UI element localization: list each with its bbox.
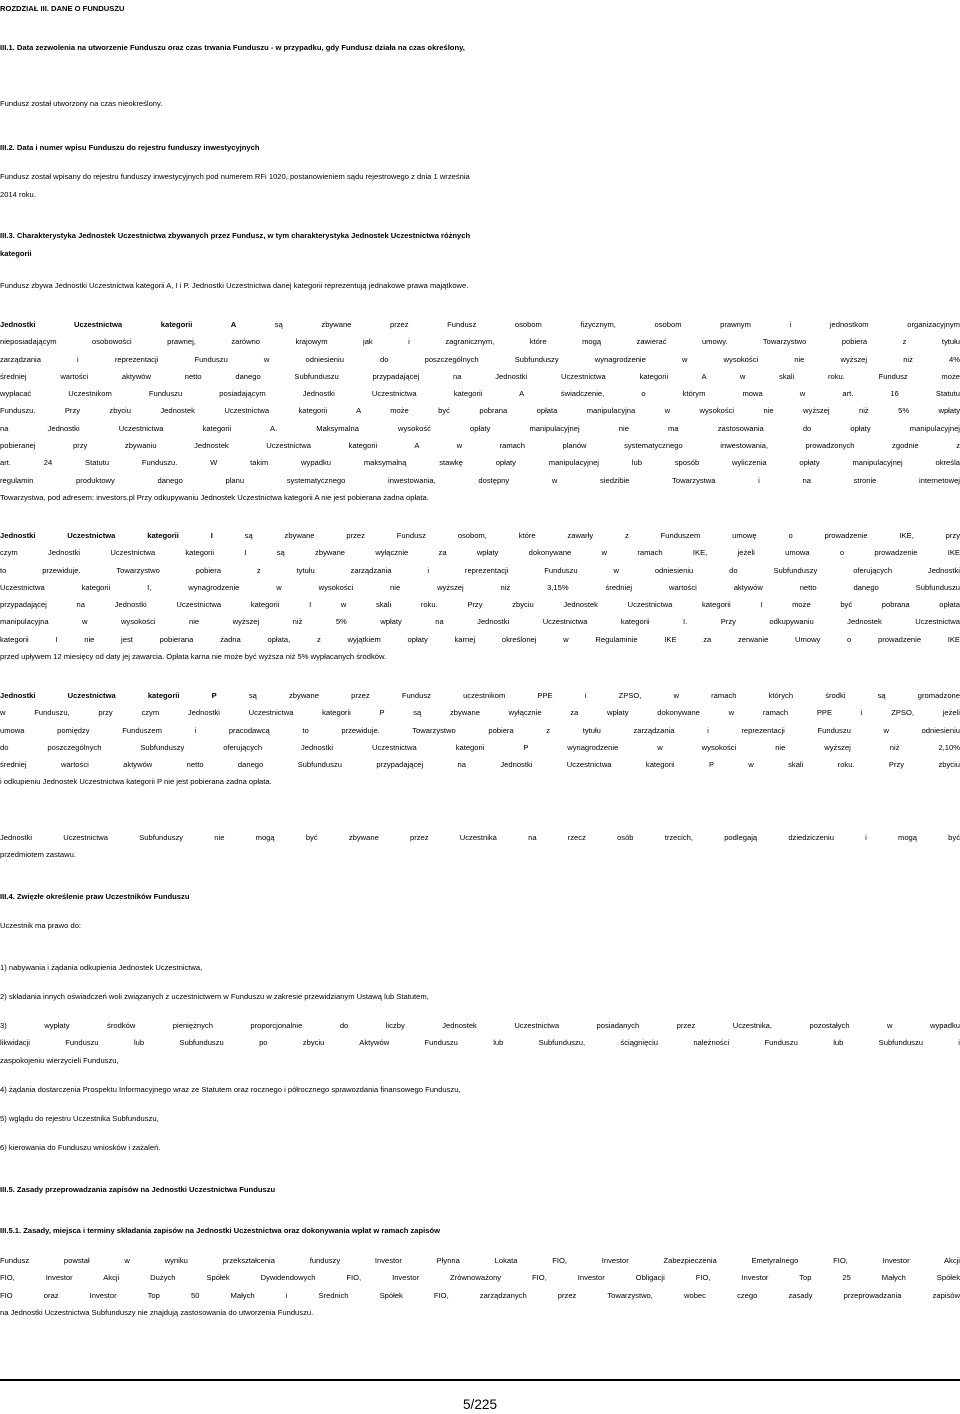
paragraph-line: w Funduszu, przy czym Jednostki Uczestnictwa kategorii P są zbywane wyłącznie za wpłaty dokonywane w ramach PPE i ZPSO, jeżeli <box>0 708 960 718</box>
paragraph-line: są zbywane przez Fundusz uczestnikom PPE i ZPSO, w ramach których środki są gromadzone <box>216 691 960 700</box>
paragraph-line: na Jednostki Uczestnictwa kategorii A. Maksymalna wysokość opłaty manipulacyjnej nie ma zastosowania do opłaty manipulacyjnej <box>0 423 960 433</box>
paragraph-line: przedmiotem zastawu. <box>0 850 76 860</box>
paragraph-line: FIO oraz Investor Top 50 Małych i Średnich Spółek FIO, zarządzanych przez Towarzystwo, wobec czego zasady przeprowadzania zapisów <box>0 1290 960 1300</box>
rights-item-5 <box>0 1110 960 1127</box>
page-number-text: 5/225 <box>462 1397 498 1412</box>
paragraph-line: przypadającej na Jednostki Uczestnictwa kategorii I w skali roku. Przy zbyciu Jednostek Uczestnictwa kategorii I może być pobrana opłata <box>0 600 960 610</box>
paragraph-line: i odkupieniu Jednostek Uczestnictwa kategorii P nie jest pobierana żadna opłata. <box>0 777 272 787</box>
category-i-paragraph <box>0 527 960 665</box>
paragraph-line: 2014 roku. <box>0 190 36 199</box>
paragraph-line: to przewiduje. Towarzystwo pobiera z tytułu zarządzania i reprezentacji Funduszu w odniesieniu do Subfunduszy oferujących Jednostki <box>0 565 960 575</box>
category-a-paragraph <box>0 316 960 506</box>
paragraph-line: kategorii I nie jest pobierana żadna opłata, z wyjątkiem opłaty karnej określonej w Regulaminie IKE za zerwanie Umowy o prowadzenie IKE <box>0 634 960 644</box>
section-3-2-paragraph <box>0 168 960 204</box>
paragraph-line: Fundusz został wpisany do rejestru funduszy inwestycyjnych pod numerem RFi 1020, postanowieniem sądu rejestrowego z dnia 1 września <box>0 172 470 181</box>
section-3-5-1-heading <box>0 1222 960 1239</box>
paragraph-line: manipulacyjna w wysokości nie wyższej niż 5% wpłaty na Jednostki Uczestnictwa kategorii I. Przy odkupywaniu Jednostek Uczestnictwa <box>0 617 960 627</box>
list-item: zaspokojeniu wierzycieli Funduszu, <box>0 1055 119 1065</box>
paragraph-line: średniej wartości aktywów netto danego Subfunduszu przypadającej na Jednostki Uczestnictwa kategorii P w skali roku. Przy zbyciu <box>0 760 960 770</box>
list-item: 2) składania innych oświadczeń woli związanych z uczestnictwem w Funduszu w zakresie przewidzianym Ustawą lub Statutem, <box>0 992 429 1001</box>
rights-item-3 <box>0 1017 960 1069</box>
category-a-label: Jednostki Uczestnictwa kategorii A <box>0 320 237 329</box>
section-3-2-heading <box>0 139 960 156</box>
paragraph-line: na Jednostki Uczestnictwa Subfunduszy nie znajdują zastosowania do utworzenia Funduszu. <box>0 1307 314 1317</box>
paragraph-line: Uczestnictwa kategorii I, wynagrodzenie w wysokości nie wyższej niż 3,15% średniej wartości aktywów netto danego Subfunduszu <box>0 582 960 592</box>
category-p-paragraph <box>0 687 960 790</box>
paragraph-line: Fundusz został utworzony na czas nieokreślony. <box>0 99 163 108</box>
list-item: 4) żądania dostarczenia Prospektu Informacyjnego wraz ze Statutem oraz rocznego i półrocznego sprawozdania finansowego Funduszu, <box>0 1085 461 1094</box>
paragraph-line: średniej wartości aktywów netto danego Subfunduszu przypadającej na Jednostki Uczestnictwa kategorii A w skali roku. Fundusz może <box>0 371 960 381</box>
heading-text: III.1. Data zezwolenia na utworzenie Funduszu oraz czas trwania Funduszu - w przypadku, gdy Fundusz działa na czas określony, <box>0 43 465 52</box>
section-3-1-heading <box>0 39 960 56</box>
list-item: likwidacji Funduszu lub Subfunduszu po zbyciu Aktywów Funduszu lub Subfunduszu, ściągnięciu należności Funduszu lub Subfunduszu i <box>0 1038 960 1048</box>
heading-text: III.5. Zasady przeprowadzania zapisów na Jednostki Uczestnictwa Funduszu <box>0 1185 276 1194</box>
heading-text: III.5.1. Zasady, miejsca i terminy składania zapisów na Jednostki Uczestnictwa oraz dokonywania wpłat w ramach zapisów <box>0 1226 441 1235</box>
paragraph-line: czym Jednostki Uczestnictwa kategorii I są zbywane wyłącznie za wpłaty dokonywane w ramach IKE, jeżeli umowa o prowadzenie IKE <box>0 548 960 558</box>
paragraph-line: Fundusz zbywa Jednostki Uczestnictwa kategorii A, I i P. Jednostki Uczestnictwa danej kategorii reprezentują jednakowe prawa majątkowe. <box>0 281 469 290</box>
paragraph-line: Funduszu. Przy zbyciu Jednostek Uczestnictwa kategorii A może być pobrana opłata manipulacyjna w wysokości nie wyższej niż 5% wpłaty <box>0 406 960 416</box>
section-3-3-heading <box>0 227 960 262</box>
heading-text: kategorii <box>0 248 32 258</box>
paragraph-line: Fundusz powstał w wyniku przekształcenia funduszy Investor Płynna Lokata FIO, Investor Zabezpieczenia Emetyralnego FIO, Investor Akcji <box>0 1256 960 1265</box>
section-3-1-text <box>0 95 960 112</box>
footer-divider <box>0 1379 960 1381</box>
heading-text: III.4. Zwięzłe określenie praw Uczestników Funduszu <box>0 892 190 901</box>
category-p-label: Jednostki Uczestnictwa kategorii P <box>0 691 217 700</box>
paragraph-line: pobieranej przy zbywaniu Jednostek Uczestnictwa kategorii A w ramach planów systematycznego inwestowania, prowadzonych zgodnie z <box>0 441 960 451</box>
chapter-title <box>0 0 960 17</box>
paragraph-line: art. 24 Statutu Funduszu. W takim wypadku maksymalną stawkę opłaty manipulacyjnej lub sposób wyliczenia opłaty manipulacyjnej określa <box>0 458 960 468</box>
paragraph-line: wypłacać Uczestnikom Funduszu posiadającym Jednostki Uczestnictwa kategorii A świadczenie, o którym mowa w art. 16 Statutu <box>0 389 960 399</box>
paragraph-line: nieposiadającym osobowości prawnej, zarówno krajowym jak i zagranicznym, które mogą zawierać umowy. Towarzystwo pobiera z tytułu <box>0 337 960 347</box>
paragraph-line: Jednostki Uczestnictwa Subfunduszy nie mogą być zbywane przez Uczestnika na rzecz osób trzecich, podlegają dziedziczeniu i mogą być <box>0 833 960 842</box>
page-number <box>0 1396 960 1413</box>
heading-text: III.2. Data i numer wpisu Funduszu do rejestru funduszy inwestycyjnych <box>0 143 260 152</box>
paragraph-line: są zbywane przez Fundusz osobom, które zawarły z Funduszem umowę o prowadzenie IKE, przy <box>212 531 960 540</box>
list-item: 1) nabywania i żądania odkupienia Jednostek Uczestnictwa, <box>0 963 203 972</box>
paragraph-line: FIO, Investor Akcji Dużych Spółek Dywidendowych FIO, Investor Zrównoważony FIO, Investor Obligacji FIO, Investor Top 25 Małych Spółek <box>0 1273 960 1283</box>
section-3-5-1-paragraph <box>0 1252 960 1321</box>
paragraph-line: Towarzystwa, pod adresem: investors.pl Przy odkupywaniu Jednostek Uczestnictwa kategorii A nie jest pobierana żadna opłata. <box>0 492 429 502</box>
rights-item-4 <box>0 1081 960 1098</box>
paragraph-line: są zbywane przez Fundusz osobom fizycznym, osobom prawnym i jednostkom organizacyjnym <box>236 320 960 329</box>
rights-item-2 <box>0 988 960 1005</box>
section-3-3-intro <box>0 277 960 294</box>
paragraph-line: umowa pomiędzy Funduszem i pracodawcą to przewiduje. Towarzystwo pobiera z tytułu zarządzania i reprezentacji Funduszu w odniesieniu <box>0 725 960 735</box>
rights-item-1 <box>0 959 960 976</box>
section-3-4-heading <box>0 888 960 905</box>
paragraph-line: do poszczególnych Subfunduszy oferujących Jednostki Uczestnictwa kategorii P wynagrodzenie w wysokości nie wyższej niż 2,10% <box>0 742 960 752</box>
list-item: 3) wypłaty środków pieniężnych proporcjonalnie do liczby Jednostek Uczestnictwa posiadanych przez Uczestnika, pozostałych w wypadku <box>0 1021 960 1030</box>
paragraph-line: zarządzania i reprezentacji Funduszu w odniesieniu do poszczególnych Subfunduszy wynagrodzenie w wysokości nie wyższej niż 4% <box>0 354 960 364</box>
rights-intro <box>0 917 960 934</box>
section-3-5-heading <box>0 1181 960 1198</box>
list-item: 5) wglądu do rejestru Uczestnika Subfunduszu, <box>0 1114 159 1123</box>
list-item: 6) kierowania do Funduszu wniosków i zażaleń. <box>0 1143 161 1152</box>
category-i-label: Jednostki Uczestnictwa kategorii I <box>0 531 213 540</box>
paragraph-line: Uczestnik ma prawo do: <box>0 921 82 930</box>
paragraph-line: regulamin produktowy danego planu systematycznego inwestowania, dostępny w siedzibie Towarzystwa i na stronie internetowej <box>0 475 960 485</box>
heading-text: III.3. Charakterystyka Jednostek Uczestnictwa zbywanych przez Fundusz, w tym charakterystyka Jednostek Uczestnictwa różnych <box>0 231 471 240</box>
inheritance-paragraph <box>0 829 960 863</box>
rights-item-6 <box>0 1139 960 1156</box>
chapter-title-text: ROZDZIAŁ III. DANE O FUNDUSZU <box>0 4 125 13</box>
paragraph-line: przed upływem 12 miesięcy od daty jej zawarcia. Opłata karna nie może być wyższa niż 5% wypłacanych środków. <box>0 652 387 662</box>
